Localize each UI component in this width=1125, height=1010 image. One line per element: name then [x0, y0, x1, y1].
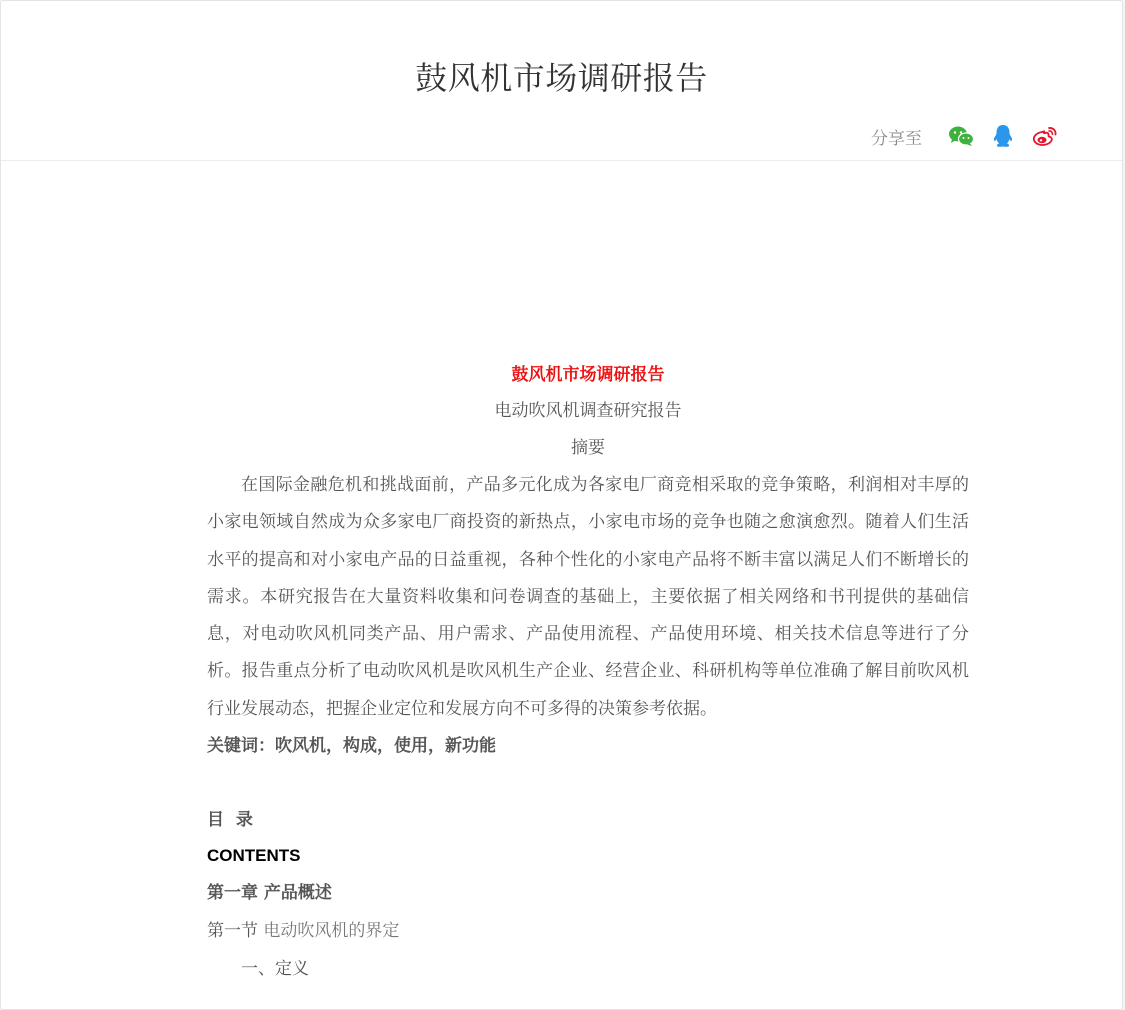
- contents-heading: CONTENTS: [207, 846, 301, 866]
- list-item: 一、定义: [241, 959, 309, 980]
- wechat-icon[interactable]: [946, 121, 976, 151]
- section-title: 电动吹风机的界定: [258, 921, 400, 942]
- share-bar: [871, 121, 1060, 151]
- page-title: 鼓风机市场调研报告: [415, 59, 708, 97]
- weibo-icon[interactable]: [1030, 121, 1060, 151]
- keywords: 关键词：吹风机，构成，使用，新功能: [207, 736, 496, 757]
- document-subtitle: 电动吹风机调查研究报告: [494, 401, 682, 421]
- spacer: [207, 764, 969, 802]
- document-title: 鼓风机市场调研报告: [511, 365, 665, 385]
- abstract-label: 摘要: [571, 438, 605, 458]
- abstract-body: 在国际金融危机和挑战面前，产品多元化成为各家电厂商竞相采取的竞争策略，利润相对丰厚的小家电领域自然成为众多家电厂商投资的新热点，小家电市场的竞争也随之愈演愈烈。随着人们生活水平的提高和对小家电产品的日益重视，各种个性化的小家电产品将不断丰富以满足人们不断增长的需求。本研究报告在大量资料收集和问卷调查的基础上，主要依据了相关网络和书刊提供的基础信息，对电动吹风机同类产品、用户需求、产品使用流程、产品使用环境、相关技术信息等进行了分析。报告重点分析了电动吹风机是吹风机生产企业、经营企业、科研机构等单位准确了解目前吹风机行业发展动态，把握企业定位和发展方向不可多得的决策参考依据。: [207, 475, 969, 719]
- qq-icon[interactable]: [988, 121, 1018, 151]
- share-label: 分享至: [871, 128, 922, 149]
- toc-heading: 目 录: [207, 810, 253, 831]
- section-number: 第一节: [207, 921, 258, 942]
- document-content: [207, 357, 969, 988]
- chapter-heading: 第一章 产品概述: [207, 883, 332, 904]
- article-header: [1, 1, 1122, 161]
- section-heading: [207, 912, 969, 950]
